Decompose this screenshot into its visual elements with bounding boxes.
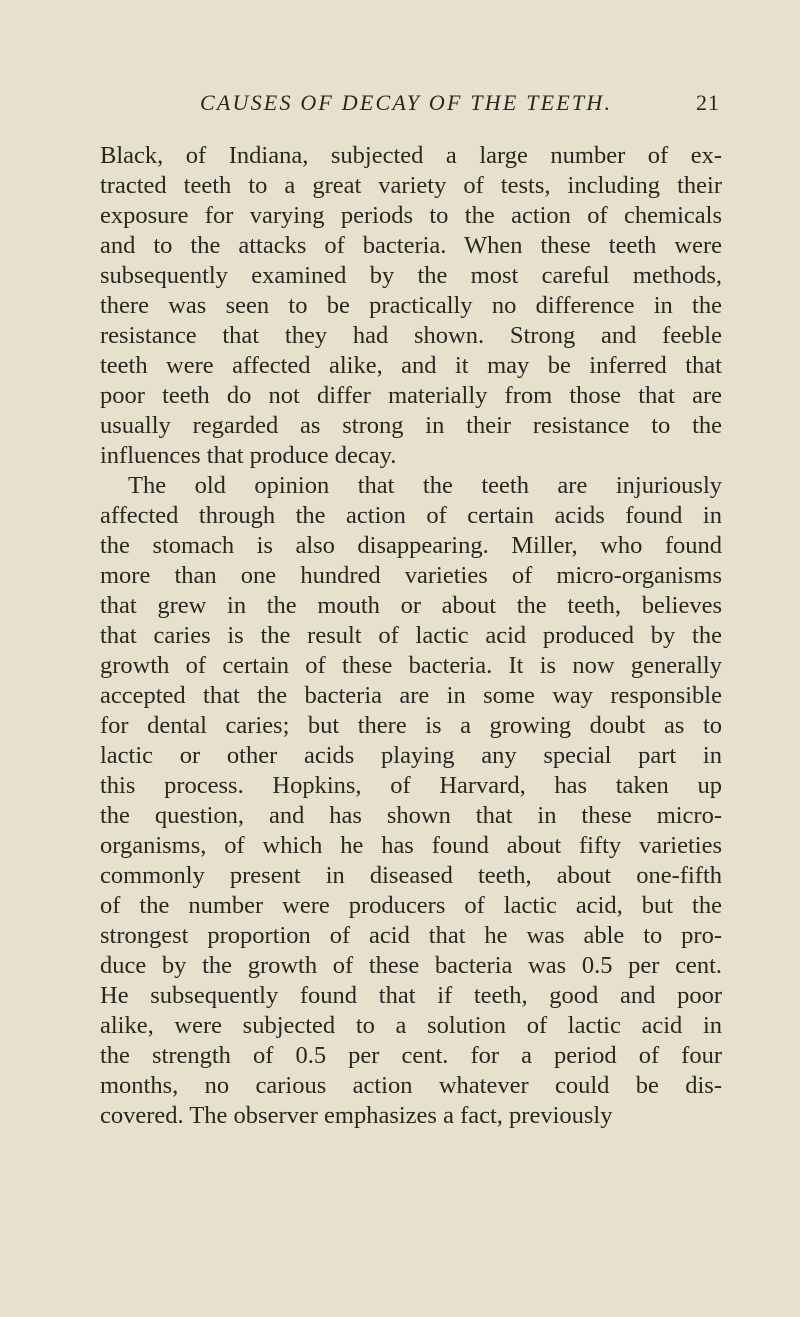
running-title: CAUSES OF DECAY OF THE TEETH. xyxy=(200,90,613,115)
text-line: tracted teeth to a great variety of tests, including their xyxy=(100,172,722,199)
text-line: accepted that the bacteria are in some way responsible xyxy=(100,682,722,709)
text-line: growth of certain of these bacteria. It is now generally xyxy=(100,652,722,679)
text-line: organisms, of which he has found about fifty varieties xyxy=(100,832,722,859)
text-line: that caries is the result of lactic acid produced by the xyxy=(100,622,722,649)
text-line: poor teeth do not differ materially from those that are xyxy=(100,382,722,409)
text-line: for dental caries; but there is a growing doubt as to xyxy=(100,712,722,739)
text-line: there was seen to be practically no difference in the xyxy=(100,292,722,319)
text-line: months, no carious action whatever could be dis- xyxy=(100,1072,722,1099)
text-line: He subsequently found that if teeth, good and poor xyxy=(100,982,722,1009)
text-line: influences that produce decay. xyxy=(100,442,397,469)
text-line: The old opinion that the teeth are injuriously xyxy=(128,472,722,499)
text-line: resistance that they had shown. Strong and feeble xyxy=(100,322,722,349)
text-line: exposure for varying periods to the action of chemicals xyxy=(100,202,722,229)
text-line: more than one hundred varieties of micro-organisms xyxy=(100,562,722,589)
text-line: alike, were subjected to a solution of lactic acid in xyxy=(100,1012,722,1039)
running-head xyxy=(100,90,720,122)
text-line: covered. The observer emphasizes a fact, previously xyxy=(100,1102,613,1129)
text-line: Black, of Indiana, subjected a large number of ex- xyxy=(100,142,722,169)
text-line: and to the attacks of bacteria. When these teeth were xyxy=(100,232,722,259)
text-line: this process. Hopkins, of Harvard, has taken up xyxy=(100,772,722,799)
text-line: subsequently examined by the most careful methods, xyxy=(100,262,722,289)
body-text xyxy=(100,141,722,1131)
text-line: usually regarded as strong in their resistance to the xyxy=(100,412,722,439)
text-line: the question, and has shown that in these micro- xyxy=(100,802,722,829)
text-line: commonly present in diseased teeth, about one-fifth xyxy=(100,862,722,889)
text-line: strongest proportion of acid that he was able to pro- xyxy=(100,922,722,949)
text-line: that grew in the mouth or about the teeth, believes xyxy=(100,592,722,619)
text-line: lactic or other acids playing any special part in xyxy=(100,742,722,769)
page-number: 21 xyxy=(696,90,720,115)
text-line: the stomach is also disappearing. Miller, who found xyxy=(100,532,722,559)
text-line: the strength of 0.5 per cent. for a period of four xyxy=(100,1042,722,1069)
text-line: duce by the growth of these bacteria was 0.5 per cent. xyxy=(100,952,722,979)
text-line: of the number were producers of lactic acid, but the xyxy=(100,892,722,919)
text-line: teeth were affected alike, and it may be inferred that xyxy=(100,352,722,379)
text-line: affected through the action of certain acids found in xyxy=(100,502,722,529)
